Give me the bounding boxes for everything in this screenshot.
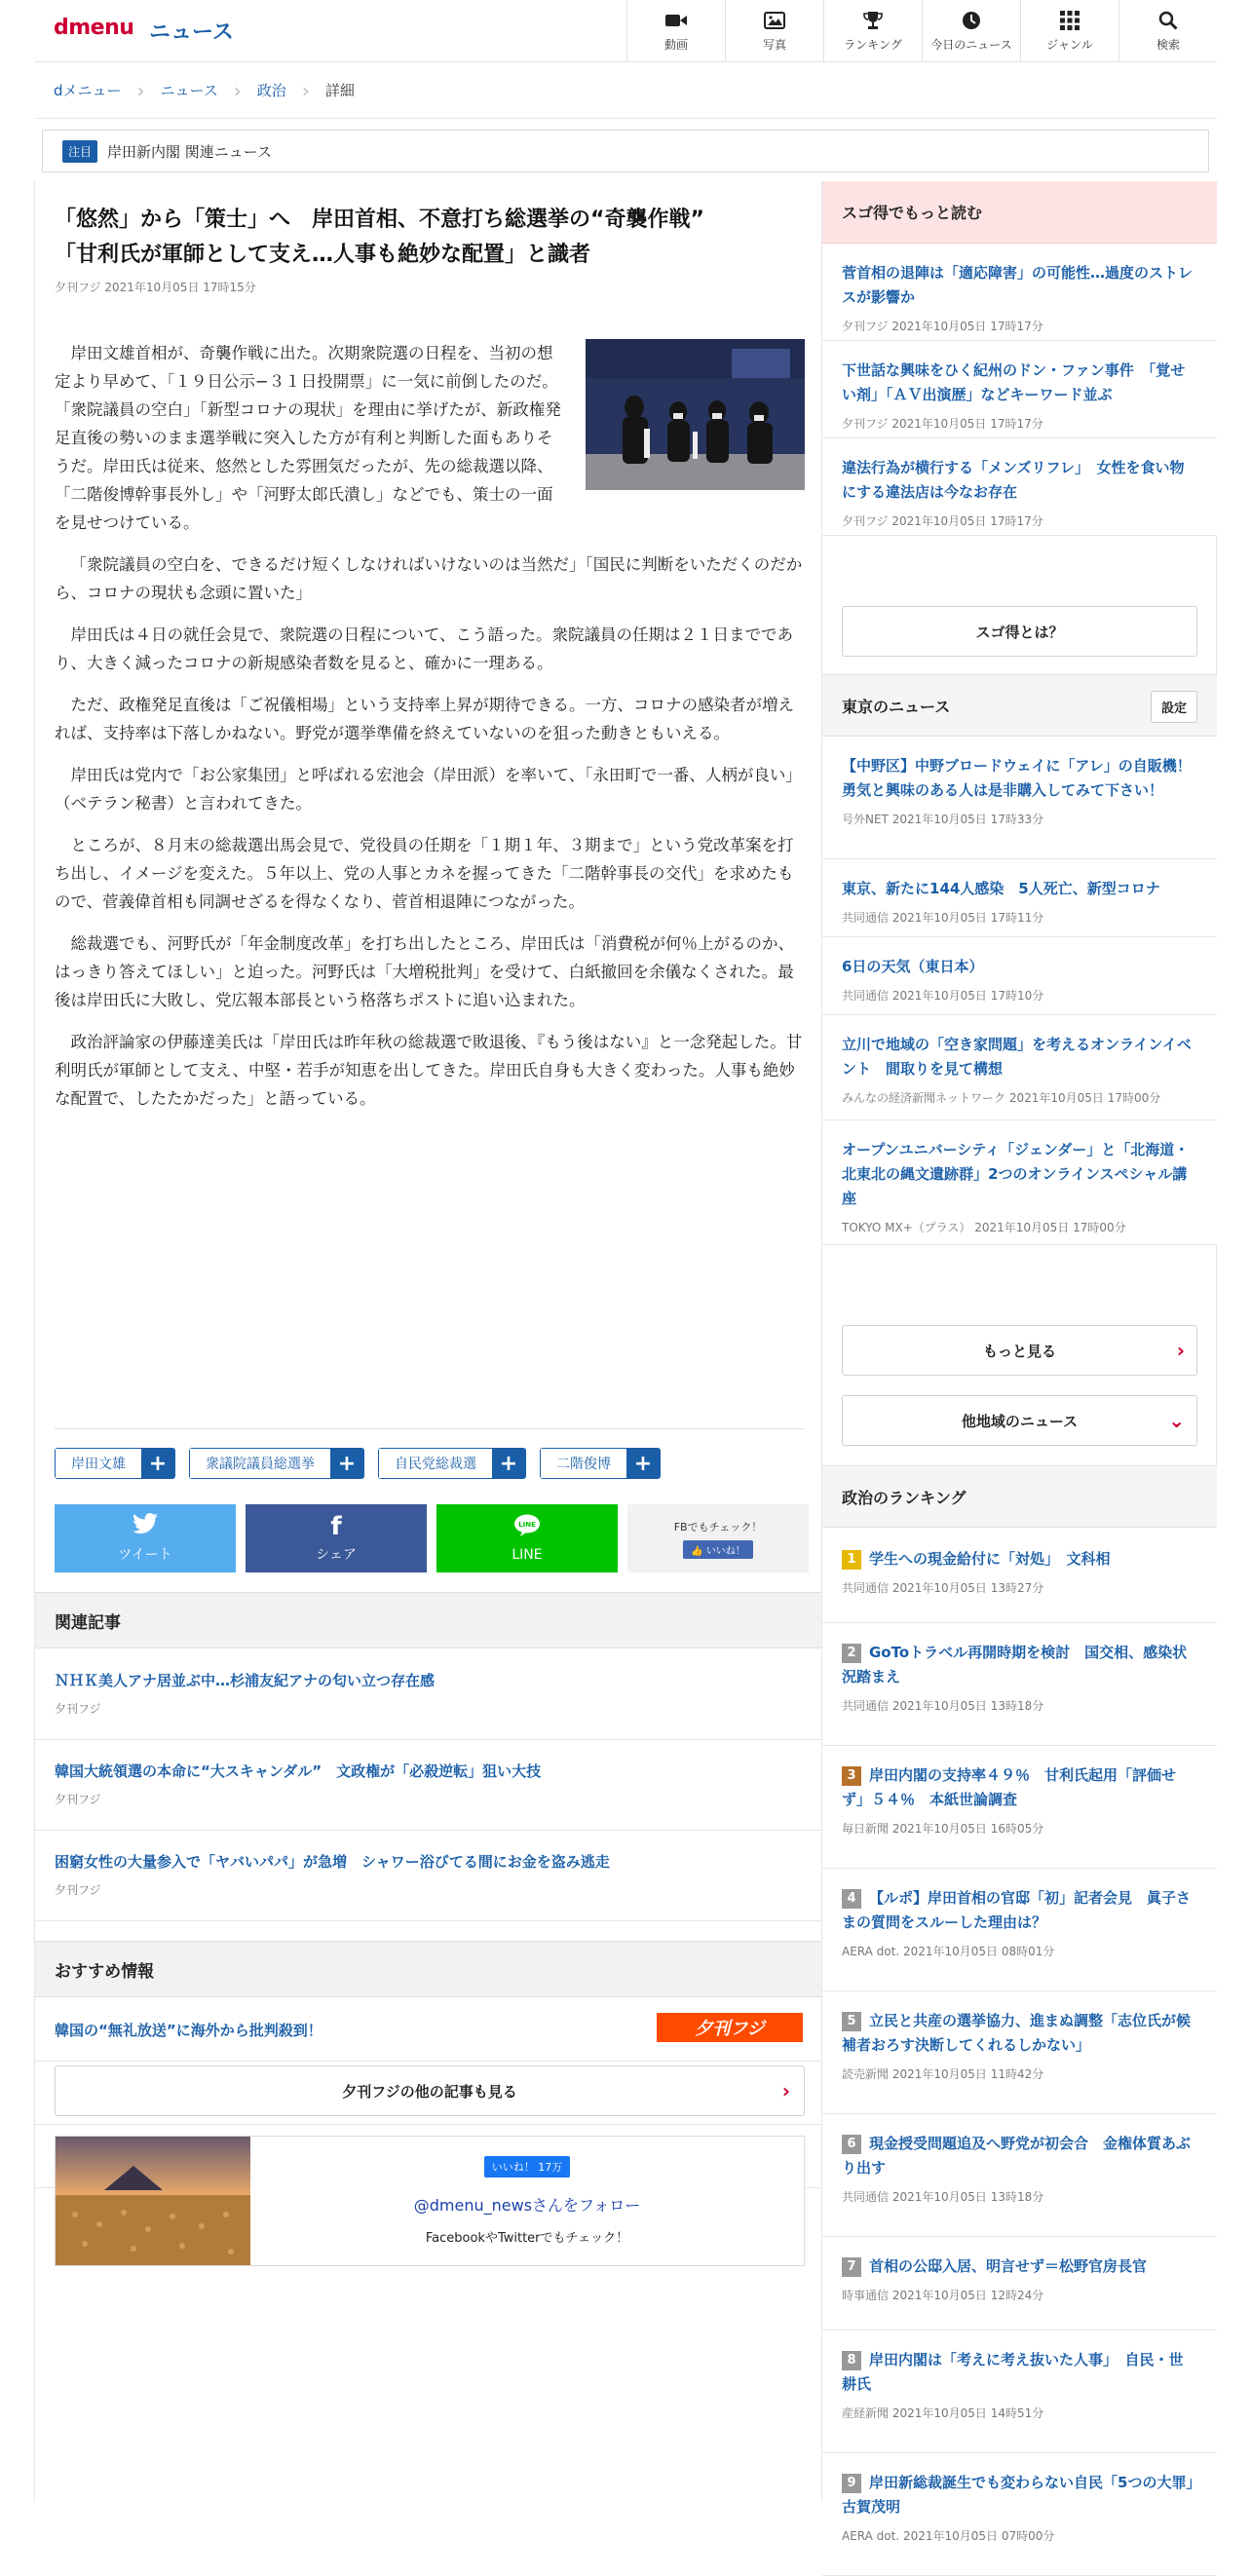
tag-follow-nikai[interactable] [540,1448,661,1479]
chevron-right-icon: › [301,78,310,102]
article-paragraph: ただ、政権発足直後は「ご祝儀相場」という支持率上昇が期待できる。一方、コロナの感染者が増えれば、支持率は下落しかねない。野党が選挙準備を終えていないのを狙った動きともいえる。 [55,696,794,742]
article-title-line2: 「甘利氏が軍師として支え…人事も絶妙な配置」と識者 [55,243,591,267]
article-title-line1: 「悠然」から「策士」へ 岸田首相、不意打ち総選挙の“奇襲作戦” [55,208,704,232]
follow-content [250,2137,804,2265]
breadcrumb-current: 詳細 [324,82,355,99]
article-byline [55,279,256,295]
plus-icon[interactable]: + [626,1449,660,1478]
chevron-right-icon: › [1176,1339,1185,1362]
ranking-title[interactable]: 岸田内閣は「考えに考え抜いた人事」 自民・世耕氏 [842,2351,1184,2393]
breadcrumb-dmenu[interactable]: dメニュー [54,82,122,99]
search-icon [1157,11,1179,30]
tokyo-item[interactable] [822,859,1217,937]
sugotoku-meta: 夕刊フジ 2021年10月05日 17時17分 [842,514,1043,528]
video-icon [665,11,687,30]
rank-number: 8 [842,2351,861,2370]
tokyo-item[interactable] [822,737,1217,859]
nav-today[interactable] [922,0,1020,62]
main-column [34,181,821,2502]
recommend-item[interactable]: 韓国の“無礼放送”に海外から批判殺到！ [35,1998,821,2062]
ranking-meta: 時事通信 2021年10月05日 12時24分 [842,2289,1044,2302]
rank-number: 2 [842,1644,861,1663]
ranking-item[interactable] [822,2453,1217,2576]
logo-d: d [54,16,69,40]
sugotoku-title[interactable]: 違法行為が横行する「メンズリフレ」 女性を食い物にする違法店は今なお存在 [842,459,1185,501]
tokyo-meta: 共同通信 2021年10月05日 17時11分 [842,911,1044,925]
article-paragraph: 岸田氏は４日の就任会見で、衆院選の日程について、こう語った。衆院議員の任期は２１日までであり、大きく減ったコロナの新規感染者数を見ると、確かに一理ある。 [55,625,794,672]
tag-label[interactable]: 岸田文雄 [56,1449,141,1478]
recommend-heading: おすすめ情報 [35,1941,821,1997]
nav-photo-label: 写真 [762,37,786,52]
ranking-title[interactable]: 立民と共産の選挙協力、進まぬ調整「志位氏が候補者おろす決断してくれるしかない」 [842,2012,1192,2054]
other-region-button[interactable] [842,1395,1197,1446]
notice-text[interactable]: 岸田新内閣 関連ニュース [107,142,273,161]
tokyo-heading [822,674,1217,737]
related-heading: 関連記事 [35,1592,821,1648]
tokyo-item[interactable] [822,937,1217,1015]
grid-icon [1059,11,1080,30]
article-date: 2021年10月05日 17時15分 [104,281,256,294]
article-source: 夕刊フジ [55,281,101,294]
news-section-title[interactable]: ニュース [149,20,234,45]
follow-handle[interactable]: @dmenu_newsさんをフォロー [413,2196,641,2215]
chevron-right-icon: › [781,2079,790,2102]
tokyo-title[interactable]: 東京、新たに144人感染 5人死亡、新型コロナ [842,880,1160,897]
share-buttons [55,1504,809,1572]
breadcrumb [34,62,1217,119]
divider [55,1428,805,1429]
logo-menu: menu [68,16,134,40]
article-body [55,339,805,1126]
nav-genre[interactable] [1020,0,1118,62]
other-region-label: 他地域のニュース [961,1412,1079,1430]
sugotoku-item[interactable] [822,341,1217,438]
rank-number: 7 [842,2257,861,2277]
sugotoku-meta: 夕刊フジ 2021年10月05日 17時17分 [842,320,1043,333]
tag-label[interactable]: 衆議院議員総選挙 [190,1449,330,1478]
related-title[interactable]: 韓国大統領選の本命に“大スキャンダル” 文政権が「必殺逆転」狙い大技 [55,1762,542,1780]
sugotoku-item[interactable] [822,438,1217,536]
breadcrumb-news[interactable]: ニュース [160,82,218,99]
plus-icon[interactable]: + [141,1449,174,1478]
tokyo-title[interactable]: 立川で地域の「空き家問題」を考えるオンラインイベント 間取りを見て構想 [842,1036,1192,1078]
nav-video[interactable] [626,0,725,62]
ranking-item[interactable] [822,1623,1217,1746]
related-title[interactable]: 困窮女性の大量参入で「ヤバいパパ」が急増 シャワー浴びてる間にお金を盗み逃走 [55,1853,610,1871]
ranking-title[interactable]: 首相の公邸入居、明言せず＝松野官房長官 [869,2257,1148,2275]
fuji-more-label: 夕刊フジの他の記事も見る [342,2082,517,2101]
ranking-title[interactable]: 岸田内閣の支持率４９％ 甘利氏起用「評価せず」５４％ 本紙世論調査 [842,1766,1177,1808]
ranking-meta: 読売新聞 2021年10月05日 11時42分 [842,2067,1044,2081]
tweet-button[interactable] [55,1504,236,1572]
article-paragraph: 政治評論家の伊藤達美氏は「岸田氏は昨年秋の総裁選で敗退後、『もう後はない』と一念発起した。甘利明氏が軍師として支え、中堅・若手が知恵を出してきた。岸田氏自身も大きく変わった。人事も絶妙な配置で、したたかだった」と語っている。 [55,1033,803,1108]
ranking-meta: AERA dot. 2021年10月05日 08時01分 [842,1945,1055,1958]
ranking-heading: 政治のランキング [822,1465,1217,1528]
rank-number: 6 [842,2135,861,2154]
tokyo-meta: 共同通信 2021年10月05日 17時10分 [842,989,1044,1003]
related-source: 夕刊フジ [55,1702,101,1716]
share-label: シェア [316,1547,357,1563]
ranking-item[interactable] [822,2330,1217,2453]
tag-label[interactable]: 自民党総裁選 [379,1449,492,1478]
tag-list [55,1448,661,1479]
ranking-title[interactable]: 学生への現金給付に「対処」 文科相 [869,1550,1111,1568]
article-paragraph: ところが、８月末の総裁選出馬会見で、党役員の任期を「１期１年、３期まで」という党改革案を打ち出し、イメージを変えた。５年以上、党の人事とカネを握ってきた「二階幹事長の交代」を求めたもので、菅義偉首相も同調せざるを得なくなり、菅首相退陣につながった。 [55,836,794,911]
fuji-more-button[interactable] [55,2065,805,2116]
facebook-share-button[interactable] [246,1504,427,1572]
ranking-meta: 共同通信 2021年10月05日 13時27分 [842,1581,1044,1595]
notice-bar[interactable] [42,130,1209,172]
article-paragraph: 総裁選でも、河野氏が「年金制度改革」を打ち出したところ、岸田氏は「消費税が何％上がるのか、はっきり答えてほしい」と迫った。河野氏は「大増税批判」を受けて、白紙撤回を余儀なくされた。最後は岸田氏に大敗し、党広報本部長という格落ちポストに追い込まれた。 [55,934,794,1009]
dmenu-logo[interactable] [54,16,133,40]
fb-check-label: FBでもチェック！ [673,1520,763,1534]
svg-text:LINE: LINE [518,1521,536,1529]
plus-icon[interactable]: + [492,1449,525,1478]
follow-image [56,2137,250,2265]
sidebar [821,181,1217,2543]
related-source: 夕刊フジ [55,1883,101,1897]
tokyo-title[interactable]: 【中野区】中野ブロードウェイに「アレ」の自販機！勇気と興味のある人は是非購入してみて下さい！ [842,757,1192,799]
related-source: 夕刊フジ [55,1793,101,1806]
related-item[interactable] [35,1649,821,1740]
twitter-icon [133,1513,158,1540]
rank-number: 4 [842,1889,861,1909]
tokyo-title[interactable]: 6日の天気（東日本） [842,958,984,975]
sugotoku-item[interactable] [822,244,1217,341]
ranking-meta: 産経新聞 2021年10月05日 14時51分 [842,2406,1044,2420]
follow-box [55,2136,805,2266]
fb-like-count-button[interactable] [484,2156,571,2178]
tag-follow-kishida[interactable] [55,1448,175,1479]
line-icon [513,1514,541,1543]
tokyo-meta: みんなの経済新聞ネットワーク 2021年10月05日 17時00分 [842,1091,1161,1105]
nav-ranking-label: ランキング [844,37,902,52]
sugotoku-title[interactable]: 菅首相の退陣は「適応障害」の可能性…過度のストレスが影響か [842,264,1194,306]
article-paragraph: 岸田氏は党内で「お公家集団」と呼ばれる宏池会（岸田派）を率いて、「永田町で一番、人柄が良い」（ベテラン秘書）と言われてきた。 [55,766,802,813]
article-paragraph: 岸田文雄首相が、奇襲作戦に出た。次期衆院選の日程を、当初の想定より早めて、「１９日公示−３１日投開票」に一気に前倒したのだ。「衆院議員の空白」「新型コロナの現状」を理由に挙げたが、新政権発足直後の勢いのまま選挙戦に突入した方が有利と判断した面もありそうだ。岸田氏は従来、悠然とした雰囲気だったが、先の総裁選以降、「二階俊博幹事長外し」や「河野太郎氏潰し」などでも、策士の一面を見せつけている。 [55,344,561,532]
fb-check-box [627,1504,809,1572]
ranking-title[interactable]: 【ルポ】岸田首相の官邸「初」記者会見 眞子さまの質問をスルーした理由は？ [842,1889,1192,1931]
article-title [55,203,805,273]
line-label: LINE [512,1547,543,1563]
chevron-right-icon: › [233,78,242,102]
more-button[interactable] [842,1325,1197,1376]
nav-search[interactable] [1118,0,1217,62]
sugotoku-meta: 夕刊フジ 2021年10月05日 17時17分 [842,417,1043,431]
tokyo-meta: TOKYO MX+（プラス） 2021年10月05日 17時00分 [842,1221,1126,1234]
ranking-title[interactable]: GoToトラベル再開時期を検討 国交相、感染状況踏まえ [842,1644,1188,1686]
site-header [34,0,1217,62]
ranking-item[interactable] [822,1528,1217,1623]
header-nav [626,0,1217,62]
rank-number: 1 [842,1550,861,1570]
breadcrumb-politics[interactable]: 政治 [256,82,286,99]
ranking-meta: 毎日新聞 2021年10月05日 16時05分 [842,1822,1044,1836]
related-item[interactable] [35,1831,821,1921]
article-paragraph: 「衆院議員の空白を、できるだけ短くしなければいけないのは当然だ」「国民に判断をいただくのだから、コロナの現状も念頭に置いた」 [55,555,803,602]
rank-number: 5 [842,2012,861,2031]
ranking-title[interactable]: 現金授受問題追及へ野党が初会合 金権体質あぶり出す [842,2135,1192,2177]
fb-like-count: いいね！ 17万 [491,2161,563,2174]
tokyo-meta: 号外NET 2021年10月05日 17時33分 [842,813,1044,826]
sugotoku-heading: スゴ得でもっと読む [822,181,1217,244]
nav-photo[interactable] [725,0,823,62]
ranking-item[interactable] [822,1869,1217,1991]
facebook-icon: f [330,1512,342,1541]
nav-search-label: 検索 [1156,37,1180,52]
ranking-item[interactable] [822,2237,1217,2330]
article-photo[interactable] [586,339,805,490]
ranking-title[interactable]: 岸田新総裁誕生でも変わらない自民「5つの大罪」古賀茂明 [842,2474,1194,2516]
tag-follow-election[interactable] [189,1448,364,1479]
nav-video-label: 動画 [663,37,688,52]
trophy-icon [862,11,884,30]
ranking-item[interactable] [822,2114,1217,2237]
related-title[interactable]: ＮＨＫ美人アナ居並ぶ中…杉浦友紀アナの匂い立つ存在感 [55,1672,436,1689]
ranking-meta: 共同通信 2021年10月05日 13時18分 [842,2190,1044,2204]
yukan-fuji-logo[interactable] [657,2013,803,2042]
rank-number: 9 [842,2474,861,2493]
ranking-meta: 共同通信 2021年10月05日 13時18分 [842,1699,1044,1713]
follow-sub: FacebookやTwitterでもチェック！ [425,2231,629,2246]
sugotoku-title[interactable]: 下世話な興味をひく紀州のドン・ファン事件 「覚せい剤」「ＡＶ出演歴」などキーワード並ぶ [842,361,1186,403]
photo-icon [764,11,785,30]
line-share-button[interactable] [436,1504,618,1572]
nav-today-label: 今日のニュース [930,37,1012,52]
chevron-down-icon: ⌄ [1168,1409,1185,1432]
rank-number: 3 [842,1766,861,1786]
plus-icon[interactable]: + [330,1449,363,1478]
tweet-label: ツイート [118,1547,172,1563]
tokyo-title[interactable]: オープンユニバーシティ「ジェンダー」と「北海道・北東北の縄文遺跡群」2つのオンラインスペシャル講座 [842,1141,1190,1207]
related-item[interactable] [35,1740,821,1831]
tag-label[interactable]: 二階俊博 [541,1449,626,1478]
ranking-item[interactable] [822,1746,1217,1869]
more-label: もっと見る [982,1342,1056,1360]
fb-like-label: いいね！ [705,1545,745,1557]
ranking-item[interactable] [822,1991,1217,2114]
tag-follow-ldp[interactable] [378,1448,526,1479]
tokyo-setting-button[interactable]: 設定 [1151,691,1197,723]
fb-like-button[interactable]: 👍 いいね！ [683,1540,753,1559]
sugotoku-about-label: スゴ得とは？ [975,623,1064,641]
chevron-right-icon: › [136,78,145,102]
clock-icon [961,11,982,30]
ranking-meta: AERA dot. 2021年10月05日 07時00分 [842,2529,1055,2543]
nav-genre-label: ジャンル [1046,37,1093,52]
tokyo-item[interactable] [822,1120,1217,1245]
sugotoku-about-button[interactable] [842,606,1197,657]
tokyo-item[interactable] [822,1015,1217,1120]
fuji-logo-text: 夕刊フジ [695,2019,765,2039]
notice-badge: 注目 [62,140,97,163]
tokyo-heading-label: 東京のニュース [842,697,951,716]
nav-ranking[interactable] [823,0,922,62]
